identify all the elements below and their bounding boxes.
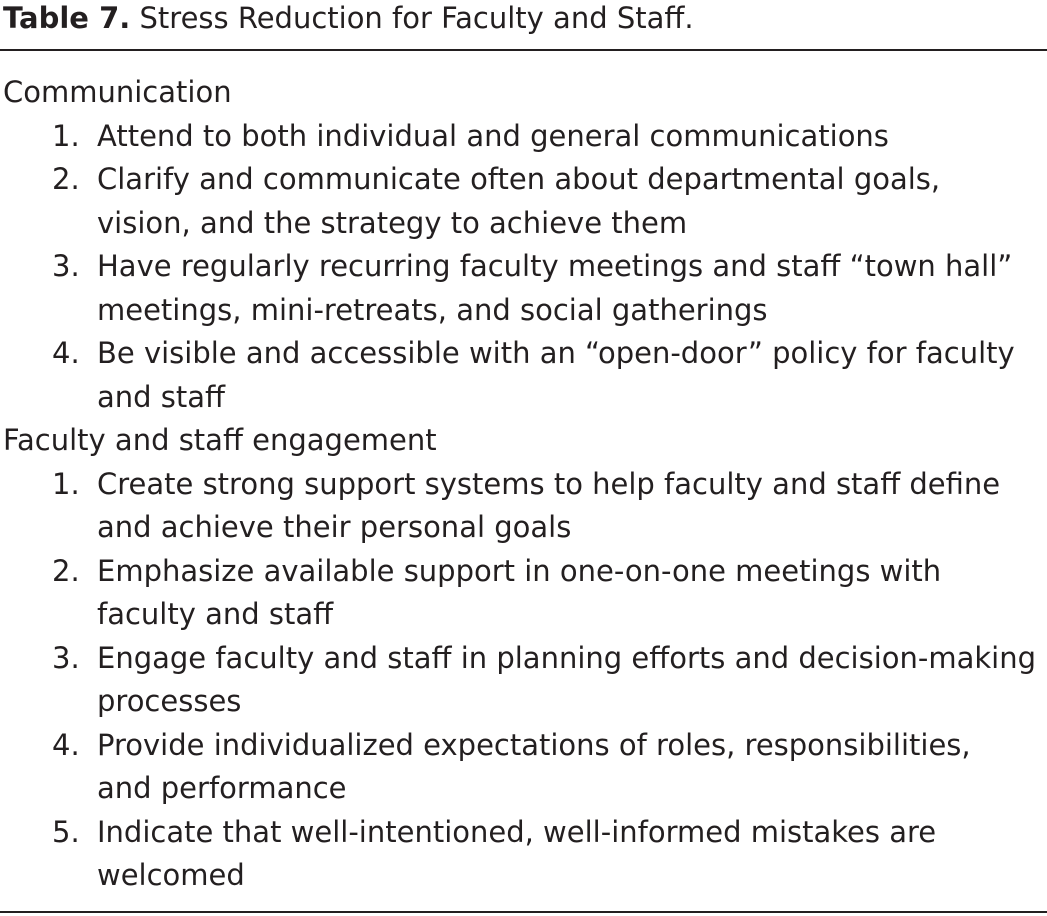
list-item <box>0 158 1047 245</box>
item-text-line: meetings, mini-retreats, and social gatherings <box>97 292 768 327</box>
item-number: 1. <box>52 118 80 153</box>
table-body <box>0 71 1047 898</box>
section-heading: Communication <box>3 75 232 109</box>
table-caption <box>3 0 694 36</box>
item-text-line: and achieve their personal goals <box>97 510 572 544</box>
item-number: 2. <box>52 162 80 196</box>
table-label: Table 7. <box>3 1 131 35</box>
item-text-line: Create strong support systems to help faculty and staff define <box>97 466 1001 501</box>
list-item <box>0 245 1047 332</box>
item-number: 4. <box>52 727 80 762</box>
item-text-line: Attend to both individual and general communications <box>97 118 889 153</box>
item-text-line: and performance <box>97 771 347 805</box>
item-text-line: and staff <box>97 379 226 414</box>
item-number: 1. <box>52 466 80 501</box>
item-text-line: processes <box>97 684 242 718</box>
top-rule <box>0 49 1047 51</box>
item-number: 4. <box>52 336 80 370</box>
list-item <box>0 724 1047 811</box>
item-number: 3. <box>52 640 80 675</box>
list-item <box>0 637 1047 724</box>
section-heading: Faculty and staff engagement <box>3 423 437 457</box>
table-title: Stress Reduction for Faculty and Staff. <box>139 1 694 35</box>
item-text-line: vision, and the strategy to achieve them <box>97 205 688 240</box>
bottom-rule <box>0 911 1047 913</box>
list-item <box>0 115 1047 159</box>
list-item <box>0 463 1047 550</box>
item-number: 3. <box>52 249 80 283</box>
item-text-line: faculty and staff <box>97 597 334 631</box>
item-text-line: Clarify and communicate often about departmental goals, <box>97 162 941 196</box>
item-number: 2. <box>52 553 80 588</box>
item-text-line: Provide individualized expectations of roles, responsibilities, <box>97 727 971 762</box>
list-item <box>0 332 1047 419</box>
item-text-line: Emphasize available support in one-on-one meetings with <box>97 553 942 588</box>
list-item <box>0 811 1047 898</box>
item-text-line: Engage faculty and staff in planning efforts and decision-making <box>97 640 1037 675</box>
item-text-line: Have regularly recurring faculty meetings and staff “town hall” <box>97 249 1013 283</box>
item-text-line: Indicate that well-intentioned, well-informed mistakes are <box>97 814 937 849</box>
item-text-line: welcomed <box>97 858 245 892</box>
list-item <box>0 550 1047 637</box>
item-text-line: Be visible and accessible with an “open-door” policy for faculty <box>97 336 1015 370</box>
item-number: 5. <box>52 814 80 849</box>
